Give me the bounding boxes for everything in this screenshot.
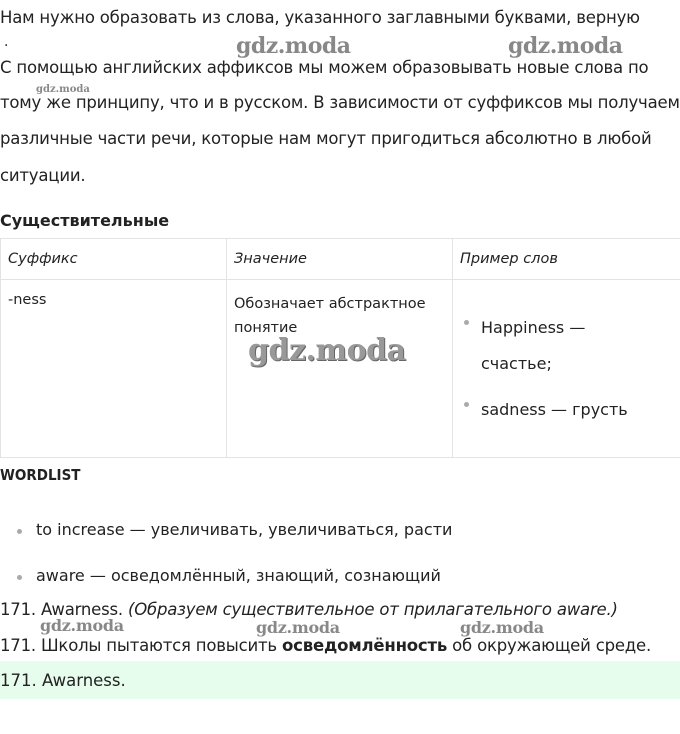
- watermark: gdz.moda: [460, 618, 544, 637]
- watermark: gdz.moda: [236, 33, 351, 59]
- intro-line-3: тому же принципу, что и в русском. В зависимости от суффиксов мы получаем: [0, 93, 680, 112]
- task-line-2-prefix: 171. Школы пытаются повысить: [0, 636, 277, 655]
- task-line-1-prefix: 171. Awarness.: [0, 600, 123, 619]
- watermark: gdz.moda: [508, 33, 623, 59]
- wordlist-heading: WORDLIST: [0, 466, 81, 484]
- watermark: gdz.moda: [40, 616, 124, 635]
- header-examples: Пример слов: [453, 239, 680, 280]
- examples-cell: [453, 280, 680, 458]
- wordlist-item: aware — осведомлённый, знающий, сознающий: [36, 566, 441, 585]
- intro-line-2: С помощью английских аффиксов мы можем образовывать новые слова по: [0, 58, 649, 77]
- intro-line-5: ситуации.: [0, 166, 86, 185]
- task-line-2-suffix: об окружающей среде.: [452, 636, 651, 655]
- example-item: Happiness — счастье;: [481, 310, 601, 382]
- table-header-row: [1, 239, 680, 280]
- table-row: [1, 280, 680, 458]
- intro-line-4: различные части речи, которые нам могут пригодиться абсолютно в любой: [0, 129, 652, 148]
- intro-dot: .: [4, 34, 9, 50]
- suffix-cell: -ness: [1, 280, 227, 458]
- task-line-2: [0, 636, 651, 655]
- example-item: sadness — грусть: [481, 392, 673, 428]
- wordlist-item: to increase — увеличивать, увеличиваться, расти: [36, 520, 453, 539]
- nouns-heading: Существительные: [0, 211, 170, 230]
- intro-line-1: Нам нужно образовать из слова, указанного заглавными буквами, верную: [0, 8, 640, 27]
- watermark: gdz.moda: [256, 618, 340, 637]
- meaning-cell: Обозначает абстрактное понятие: [227, 280, 453, 458]
- task-note: (Образуем существительное от прилагательного aware.): [128, 600, 618, 619]
- header-suffix: Суффикс: [1, 239, 227, 280]
- answer-text: 171. Awarness.: [0, 671, 126, 690]
- answer-box: [0, 661, 680, 699]
- watermark: gdz.moda: [248, 333, 406, 368]
- watermark: gdz.moda: [36, 84, 90, 95]
- task-bold-word: осведомлённость: [282, 636, 448, 655]
- header-meaning: Значение: [227, 239, 453, 280]
